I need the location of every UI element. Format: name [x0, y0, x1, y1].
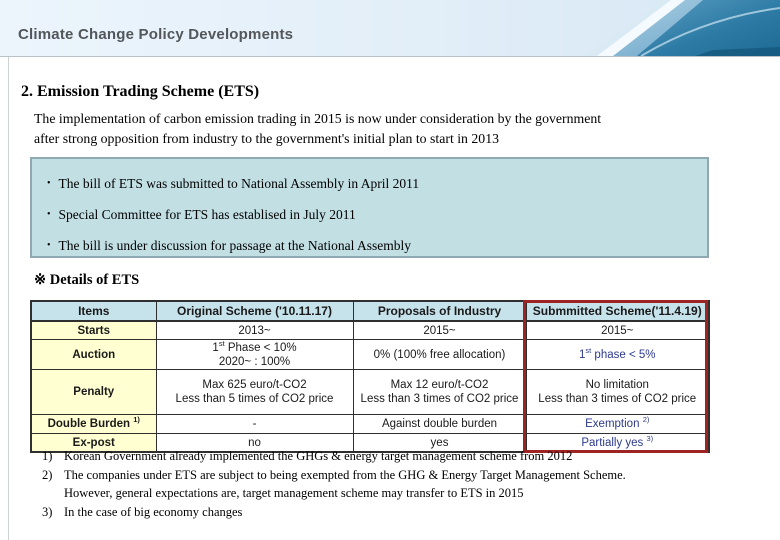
bullet-item	[47, 230, 697, 261]
page-title: Climate Change Policy Developments	[18, 26, 294, 43]
auction-submitted-cell: 1st phase < 5%	[526, 340, 709, 370]
footnote-3	[42, 503, 742, 522]
row-label-auction: Auction	[31, 340, 156, 370]
ets-table	[30, 300, 710, 453]
double-burden-industry-cell: Against double burden	[353, 415, 526, 434]
double-burden-submitted-cell: Exemption $^{2)}$	[526, 415, 709, 434]
table-row-double-burden	[31, 415, 709, 434]
slide-edge-line	[8, 57, 9, 540]
bullet-text: The bill is under discussion for passage at the National Assembly	[58, 237, 411, 253]
ex-post-industry-cell: yes	[353, 434, 526, 453]
footnote-3-marker: 3)	[42, 504, 53, 519]
footnote-1-marker: 1)	[42, 449, 53, 463]
header-bar	[0, 0, 780, 57]
col-header-submitted-scheme: Submmitted Scheme('11.4.19)	[526, 301, 709, 321]
starts-original-cell: 2013~	[156, 321, 353, 340]
bullet-icon: •	[47, 208, 51, 220]
bullet-icon: •	[47, 239, 51, 251]
bullet-icon: •	[47, 177, 51, 189]
row-label-penalty: Penalty	[31, 370, 156, 415]
row-label-starts: Starts	[31, 321, 156, 340]
bullet-item	[47, 199, 697, 230]
intro-line-2: after strong opposition from industry to the government's initial plan to start in 2013	[34, 131, 499, 146]
starts-submitted-cell: 2015~	[526, 321, 709, 340]
ex-post-original-cell: no	[156, 434, 353, 453]
bullet-text: The bill of ETS was submitted to National Assembly in April 2011	[58, 175, 420, 191]
table-row-starts	[31, 321, 709, 340]
intro-line-1: The implementation of carbon emission trading in 2015 is now under consideration by the government	[34, 111, 602, 126]
auction-original-line1: 1st Phase < 10%	[212, 338, 297, 354]
footnote-2-text: The companies under ETS are subject to being exempted from the GHG & Energy Target Management Scheme. However, general expectations are, target management scheme may transfer to ETS in 2015	[64, 467, 626, 500]
col-header-items: Items	[31, 301, 156, 321]
starts-industry-cell: 2015~	[353, 321, 526, 340]
section-title: 2. Emission Trading Scheme (ETS)	[21, 83, 260, 100]
footnote-3-text: In the case of big economy changes	[64, 504, 243, 519]
footnote-1-text: Korean Government already implemented the GHGs & energy target management scheme from 2012	[64, 449, 573, 463]
double-burden-original-cell: -	[156, 415, 353, 434]
footnote-2-marker: 2)	[42, 467, 53, 482]
ex-post-submitted-cell: Partially yes $^{3)}$	[526, 434, 709, 453]
highlight-box	[30, 157, 709, 258]
bullet-text: Special Committee for ETS has establised in July 2011	[58, 206, 356, 222]
penalty-original-cell: Max 625 euro/t-CO2 Less than 5 times of CO2 price	[156, 370, 353, 415]
auction-original-cell	[156, 340, 353, 370]
penalty-industry-cell: Max 12 euro/t-CO2 Less than 3 times of CO2 price	[353, 370, 526, 415]
footnote-1	[42, 447, 742, 466]
row-label-double-burden: Double Burden $^{1)}$	[31, 415, 156, 434]
col-header-proposals-industry: Proposals of Industry	[353, 301, 526, 321]
details-heading: ※ Details of ETS	[34, 272, 140, 288]
penalty-submitted-cell: No limitation Less than 3 times of CO2 price	[526, 370, 709, 415]
intro-paragraph	[34, 109, 724, 149]
ets-table-wrapper	[30, 300, 708, 453]
auction-industry-cell: 0% (100% free allocation)	[353, 340, 526, 370]
table-row-penalty	[31, 370, 709, 415]
row-label-ex-post: Ex-post	[31, 434, 156, 453]
table-header-row	[31, 301, 709, 321]
footnotes	[42, 447, 742, 521]
corner-swoosh-decoration	[545, 0, 780, 56]
bullet-item	[47, 168, 697, 199]
footnote-2	[42, 466, 742, 503]
auction-original-line2: 2020~ : 100%	[218, 355, 291, 368]
table-row-auction	[31, 340, 709, 370]
col-header-original-scheme: Original Scheme ('10.11.17)	[156, 301, 353, 321]
